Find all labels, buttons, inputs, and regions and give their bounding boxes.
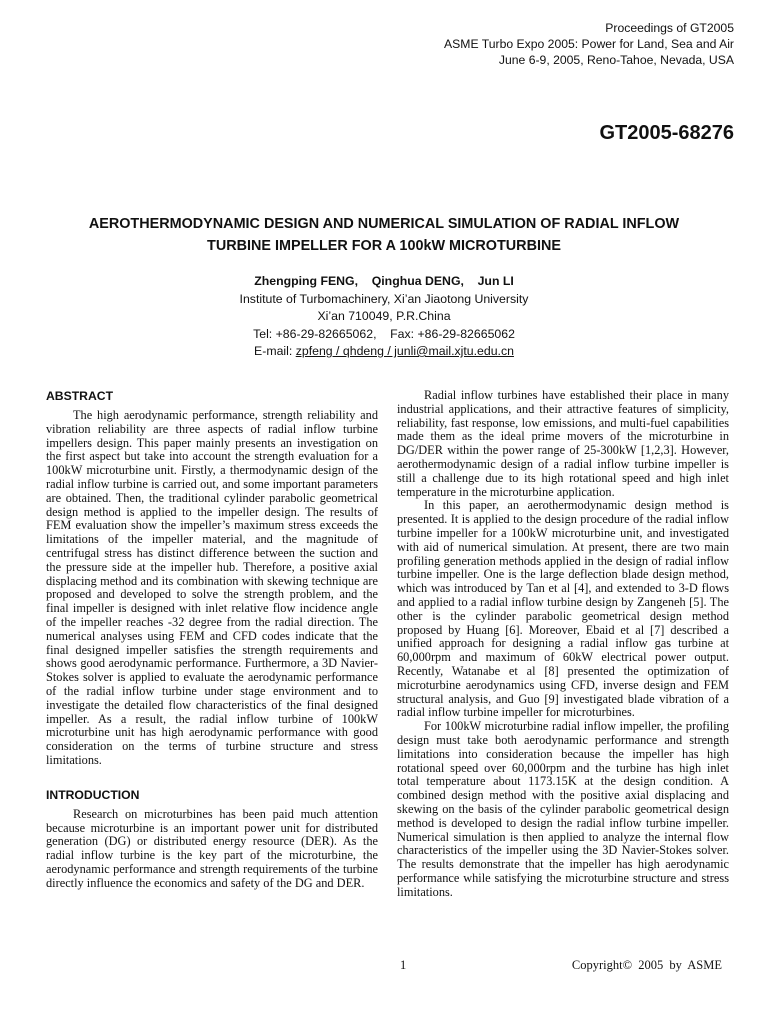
- paper-title: [40, 213, 728, 257]
- title-line-2: TURBINE IMPELLER FOR A 100kW MICROTURBINE: [207, 238, 561, 254]
- introduction-heading: INTRODUCTION: [46, 787, 140, 802]
- title-line-1: AEROTHERMODYNAMIC DESIGN AND NUMERICAL SIMULATION OF RADIAL INFLOW: [88, 216, 680, 232]
- right-paragraph-3: For 100kW microturbine radial inflow impeller, the profiling design must take both aerodynamic performance and strength limitations into consideration because the impeller has high rotational speed over 60,000rpm and the turbine has high inlet total temperature about 1173.15K at the design condition. A combined design method with the positive axial displacing and skewing on the basis of the cylinder parabolic geometrical design method is developed to design the radial inflow turbine impeller. Numerical simulation is then applied to analyze the internal flow characteristics of the impeller using the 3D Navier-Stokes solver. The results demonstrate that the impeller has high aerodynamic performance while satisfying the microturbine structure and stress limitations.: [397, 719, 729, 899]
- author-names: Zhengping FENG, Qinghua DENG, Jun LI: [254, 274, 514, 288]
- right-paragraph-2: In this paper, an aerothermodynamic design method is presented. It is applied to the design procedure of the radial inflow turbine impeller for a 100kW microturbine unit, and investigated with aid of numerical simulation. At present, there are two main profiling generation methods applied in the design of radial inflow turbine impeller. One is the large deflection blade design method, which was introduced by Tan et al [4], and extended to 3-D flows and applied to a radial inflow turbine design by Zangeneh [5]. The other is the cylinder parabolic geometrical design method proposed by Huang [6]. Moreover, Ebaid et al [7] described a unified approach for designing a radial inflow gas turbine at 60,000rpm and maximum of 60kW electrical power output. Recently, Watanabe et al [8] presented the optimization of microturbine aerodynamics using CFD, inverse design and FEM structural analysis, and Guo [9] investigated blade vibration of a radial inflow turbine impeller for microturbines.: [397, 498, 729, 720]
- proceedings-info: [444, 20, 734, 68]
- author-address: Xi’an 710049, P.R.China: [317, 309, 451, 323]
- right-column: [397, 389, 729, 899]
- introduction-text: Research on microturbines has been paid much attention because microturbine is an important power unit for distributed generation (DG) or distributed energy resource (DER). As the radial inflow turbine is the key part of the microturbine, the aerodynamic performance and strength requirements of the turbine directly influence the economics and safety of the DG and DER.: [46, 806, 378, 890]
- proceedings-line-1: Proceedings of GT2005: [605, 21, 734, 35]
- author-block: [40, 273, 728, 361]
- email-link[interactable]: zpfeng / qhdeng / junli@mail.xjtu.edu.cn: [295, 344, 514, 358]
- right-paragraph-1: Radial inflow turbines have established their place in many industrial applications, and their attractive features of simplicity, reliability, fast response, low emissions, and multi-fuel capabilities made them as the ideal prime movers of the microturbine in DG/DER within the power range of 25-300kW [1,2,3]. However, aerothermodynamic design of a radial inflow turbine impeller is still a challenge due to its high rotational speed and high inlet temperature in the microturbine application.: [397, 388, 729, 499]
- author-institute: Institute of Turbomachinery, Xi’an Jiaotong University: [239, 291, 529, 306]
- abstract-heading: ABSTRACT: [46, 389, 114, 403]
- copyright-notice: Copyright© 2005 by ASME: [571, 958, 722, 972]
- proceedings-line-2: ASME Turbo Expo 2005: Power for Land, Sea and Air: [444, 37, 734, 51]
- author-email-line: [40, 343, 728, 361]
- paper-id: GT2005-68276: [599, 122, 734, 144]
- page-number: 1: [400, 958, 407, 972]
- email-label: E-mail:: [254, 344, 296, 358]
- proceedings-line-3: June 6-9, 2005, Reno-Tahoe, Nevada, USA: [498, 53, 734, 67]
- author-phone: Tel: +86-29-82665062, Fax: +86-29-82665062: [253, 326, 515, 341]
- abstract-text: The high aerodynamic performance, strength reliability and vibration reliability are three aspects of radial inflow turbine impellers design. This paper mainly presents an investigation on the first aspect but take into account the strength evaluation for a 100kW microturbine unit. Firstly, a thermodynamic design of the radial inflow turbine is carried out, and some important parameters are obtained. Then, the traditional cylinder parabolic geometrical design method is applied to the impeller design. The results of FEM evaluation show the impeller’s maximum stress exceeds the limitations of the impeller material, and the magnitude of centrifugal stress has distinct difference between the suction and the pressure side at the impeller hub. Therefore, a positive axial displacing method and its combination with skewing technique are proposed and developed to solve the strength problem, and the final impeller is designed with inlet relative flow incidence angle of the impeller reaches -32 degree from the radial direction. The numerical analyses using FEM and CFD codes indicate that the final designed impeller satisfies the strength requirements and shows good aerodynamic performance. Furthermore, a 3D Navier-Stokes solver is applied to evaluate the aerodynamic performance of the radial inflow turbine under stage environment and to investigate the detailed flow characteristics of the final designed impeller. As a result, the radial inflow turbine of 100kW microturbine unit has high aerodynamic performance with good consideration on the terms of turbine structure and stress limitations.: [46, 408, 378, 767]
- left-column: [46, 389, 378, 891]
